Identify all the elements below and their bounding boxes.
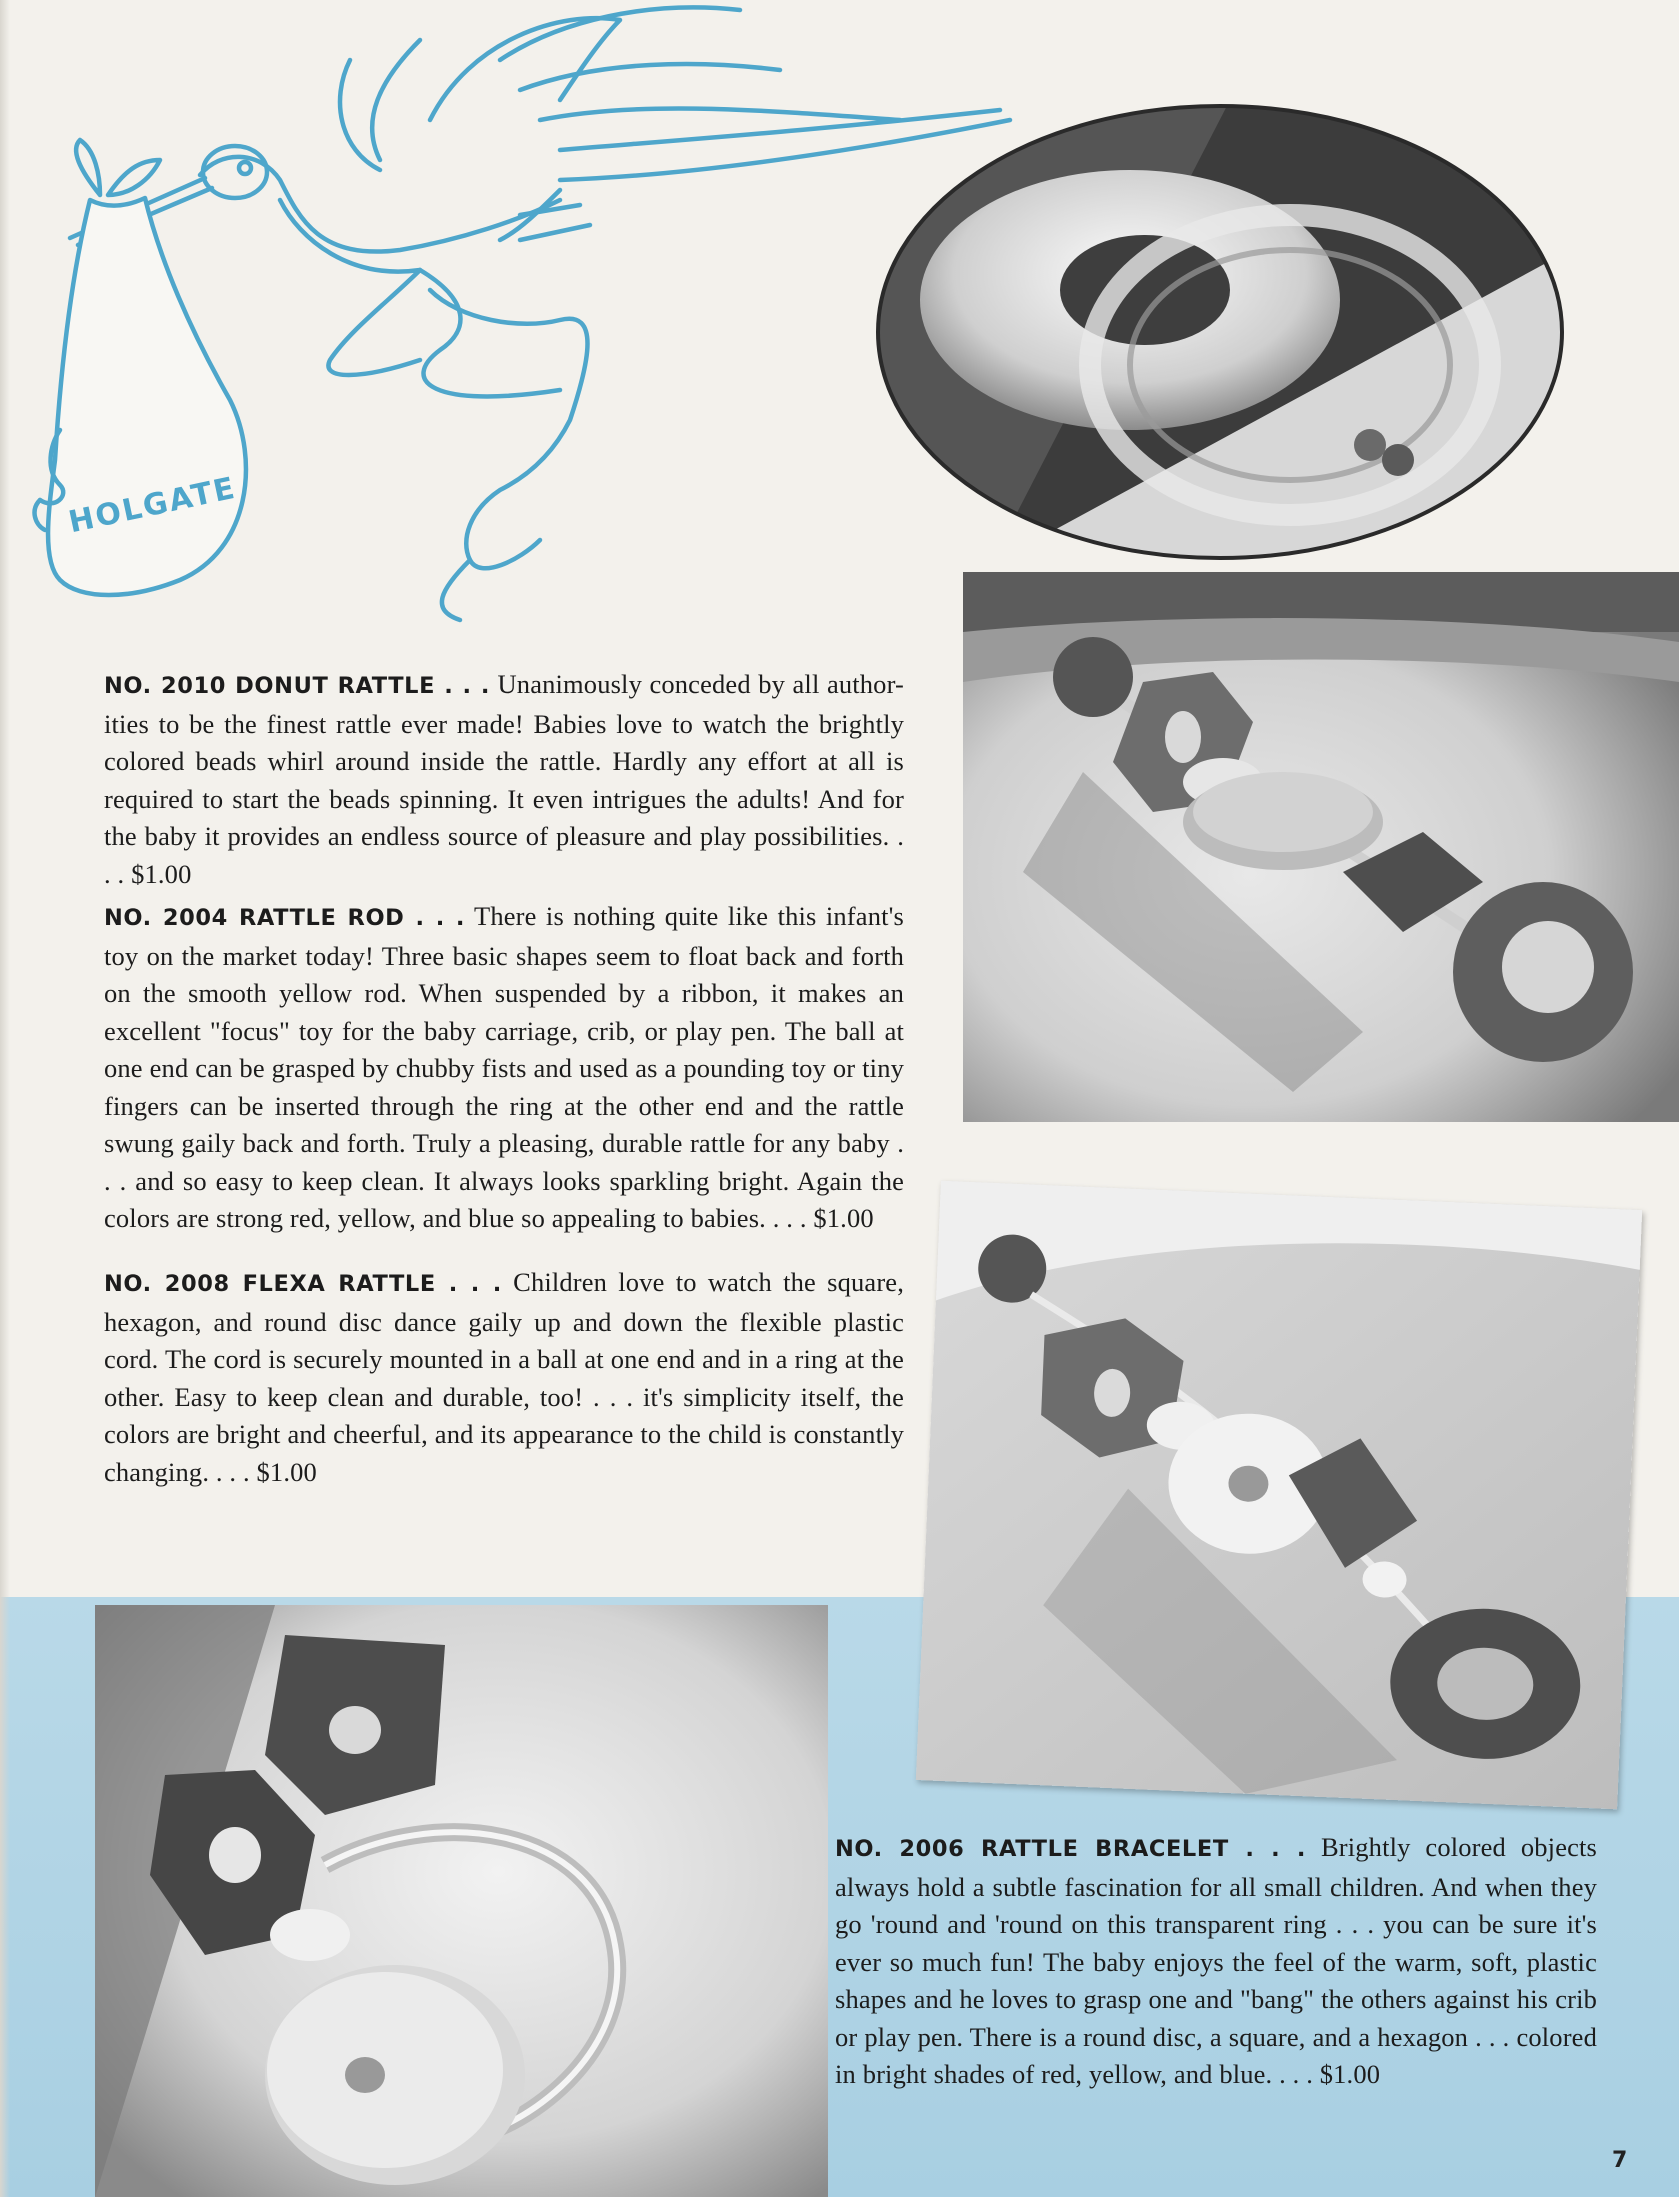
product-2010-body: Unanimously conceded by all author-ities to be the finest rattle ever made! Babies love to watch the brightly colored beads whirl around inside the rattle. Hardly any effort at all is required to start the beads spinning. It even intrigues the adults! And for the baby it provides an endless source of pleasure and play possibilities. . . . $1.00 <box>104 669 905 889</box>
product-2008-title: NO. 2008 FLEXA RATTLE . . . <box>104 1271 502 1297</box>
product-2006-description <box>835 1829 1597 2094</box>
product-2008-body: Children love to watch the square, hexagon, and round disc dance gaily up and down the flexible plastic cord. The cord is securely mounted in a ball at one end and in a ring at the other. Easy to keep clean and durable, too! . . . it's simplicity itself, the colors are bright and cheerful, and its appearance to the child is constantly changing. . . . $1.00 <box>104 1267 904 1487</box>
flexa-rattle-photo <box>916 1181 1643 1810</box>
product-2010-title: NO. 2010 DONUT RATTLE . . . <box>104 673 491 699</box>
product-2006-body: Brightly colored objects always hold a subtle fascination for all small children. And when they go 'round and 'round on this transparent ring . . . you can be sure it's ever so much fun! The baby enjoys the feel of the warm, soft, plastic shapes and he loves to grasp one and "bang" the others against his crib or play pen. There is a round disc, a square, and a hexagon . . . colored in bright shades of red, yellow, and blue. . . . $1.00 <box>835 1832 1597 2089</box>
page-number: 7 <box>1612 2148 1628 2173</box>
product-2004-title: NO. 2004 RATTLE ROD . . . <box>104 905 466 931</box>
product-2006-title: NO. 2006 RATTLE BRACELET . . . <box>835 1836 1307 1862</box>
product-2004-description <box>104 898 904 1238</box>
product-2010-description <box>104 666 904 893</box>
bag-label: HOLGATE <box>65 470 240 541</box>
rattle-bracelet-photo <box>95 1605 828 2197</box>
product-2008-description <box>104 1264 904 1491</box>
donut-rattle-photo <box>870 100 1570 565</box>
rattle-rod-photo <box>963 572 1679 1122</box>
product-2004-body: There is nothing quite like this infant's toy on the market today! Three basic shapes seem to float back and forth on the smooth yellow rod. When suspended by a ribbon, it makes an excellent "focus" toy for the baby carriage, crib, or play pen. The ball at one end can be grasped by chubby fists and used as a pounding toy or tiny fingers can be inserted through the ring at the other end and the rattle swung gaily back and forth. Truly a pleasing, durable rattle for any baby . . . and so easy to keep clean. It always looks sparkling bright. Again the colors are strong red, yellow, and blue so appealing to babies. . . . $1.00 <box>104 901 904 1233</box>
